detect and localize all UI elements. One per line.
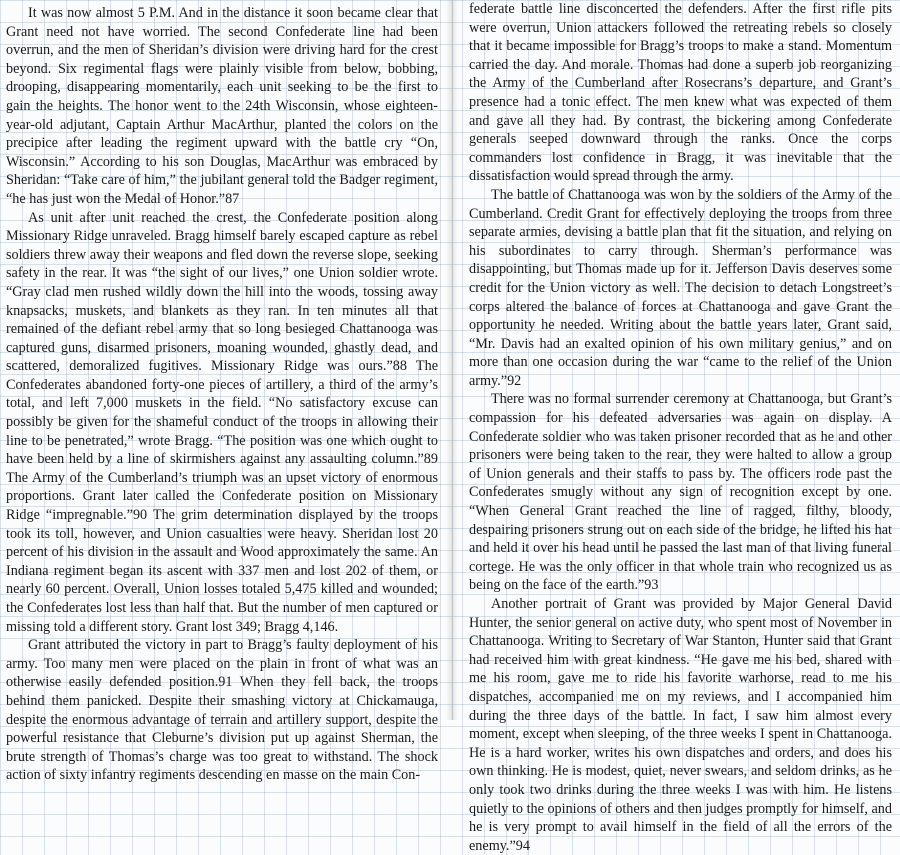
right-paragraph-1: federate battle line disconcerted the defenders. After the first rifle pits were overrun, Union attackers followed the retreating rebels so closely that it became impossible for Bragg’s troops to make a stand. Momentum carried the day. And morale. Thomas had done a superb job reorganizing the Army of the Cumberland after Rosecrans’s departure, and Grant’s presence had a tonic effect. The men knew what was expected of them and gave all they had. By contrast, the bickering among Confederate generals seeped downward through the ranks. Once the corps commanders lost confidence in Bragg, it was inevitable that the dissatisfaction would spread through the army. (469, 1, 892, 185)
right-paragraph-4: Another portrait of Grant was provided by Major General David Hunter, the senior general on active duty, who spent most of November in Chattanooga. Writing to Secretary of War Stanton, Hunter said that Grant had received him with great kindness. “He gave me his bed, shared with me his room, gave me to ride his favorite warhorse, read to me his dispatches, accompanied me on my reviews, and I accompanied him during the three days of the battle. In fact, I saw him almost every moment, except when sleeping, of the three weeks I spent in Chattanooga. He is a hard worker, writes his own dispatches and orders, and does his own thinking. He is modest, quiet, never swears, and seldom drinks, as he only took two drinks during the three weeks I was with him. He listens quietly to the opinions of others and then judges promptly for himself, and he is very prompt to avail himself in the field of all the errors of the enemy.”94 (469, 596, 892, 854)
left-paragraph-2: As unit after unit reached the crest, the Confederate position along Missionary Ridge unraveled. Bragg himself barely escaped capture as rebel soldiers threw away their weapons and fled down the reverse slope, seeking safety in the rear. It was “the sight of our lives,” one Union soldier wrote. “Gray clad men rushed wildly down the hill into the woods, tossing away knapsacks, muskets, and blankets as they ran. In ten minutes all that remained of the defiant rebel army that so long besieged Chattanooga was captured guns, disarmed prisoners, moaning wounded, ghastly dead, and scattered, demoralized fugitives. Missionary Ridge was ours.”88 The Confederates abandoned forty-one pieces of artillery, a third of the army’s total, and left 7,000 muskets in the field. “No satisfactory excuse can possibly be given for the shameful conduct of the troops in allowing their line to be penetrated,” wrote Bragg. “The position was one which ought to have been held by a line of skirmishers against any assaulting column.”89 The Army of the Cumberland’s triumph was an upset victory of enormous proportions. Grant later called the Confederate position on Missionary Ridge “impregnable.”90 The grim determination displayed by the troops took its toll, however, and Union casualties were heavy. Sheridan lost 20 percent of his division in the assault and Wood approximately the same. An Indiana regiment began its ascent with 337 men and lost 202 of them, or nearly 60 percent. Overall, Union losses totaled 5,475 killed and wounded; the Confederates lost less than half that. But the number of men captured or missing told a different story. Grant lost 349; Bragg 4,146. (6, 209, 438, 635)
left-paragraph-3: Grant attributed the victory in part to Bragg’s faulty deployment of his army. Too many men were placed on the plain in front of what was an otherwise easily defended position.91 When they fell back, the troops behind them panicked. Despite their smashing victory at Chickamauga, despite the enormous advantage of terrain and artillery support, despite the powerful resistance that Cleburne’s division put up against Sherman, the brute strength of Thomas’s charge was too great to withstand. The shock action of sixty infantry regiments descending en masse on the main Con- (6, 637, 438, 784)
left-paragraph-1: It was now almost 5 P.M. And in the distance it soon became clear that Grant need not have worried. The second Confederate line had been overrun, and the men of Sheridan’s division were driving hard for the crest beyond. Six regimental flags were plainly visible from below, bobbing, drooping, disappearing momentarily, each unit seeking to be the first to gain the heights. The honor went to the 24th Wisconsin, whose eighteen-year-old adjutant, Captain Arthur MacArthur, planted the colors on the precipice after leading the regiment upward with the battle cry “On, Wisconsin.” According to his son Douglas, MacArthur was embraced by Sheridan: “Take care of him,” the jubilant general told the Badger regiment, “he has just won the Medal of Honor.”87 (6, 5, 438, 207)
right-page (452, 0, 900, 854)
left-page (0, 0, 452, 784)
right-paragraph-2: The battle of Chattanooga was won by the soldiers of the Army of the Cumberland. Credit Grant for effectively deploying the troops from three separate armies, devising a battle plan that fit the situation, and relying on his subordinates to carry through. Sherman’s performance was disappointing, but Thomas made up for it. Jefferson Davis deserves some credit for the Union victory as well. The decision to detach Longstreet’s corps altered the balance of forces at Chattanooga and gave Grant the opportunity he needed. Writing about the battle years later, Grant said, “Mr. Davis had an exalted opinion of his own military genius,” and on more than one occasion during the war “came to the relief of the Union army.”92 (469, 186, 892, 389)
right-paragraph-3: There was no formal surrender ceremony at Chattanooga, but Grant’s compassion for his defeated adversaries was again on display. A Confederate soldier who was taken prisoner recorded that as he and other prisoners were being taken to the rear, they were halted to allow a group of Union generals and their staffs to pass by. The officers rode past the Confederates smugly without any sign of recognition except by one. “When General Grant reached the line of ragged, filthy, bloody, despairing prisoners strung out on each side of the bridge, he lifted his hat and held it over his head until he passed the last man of that living funeral cortege. He was the only officer in that whole train who recognized us as being on the face of the earth.”93 (469, 391, 892, 594)
